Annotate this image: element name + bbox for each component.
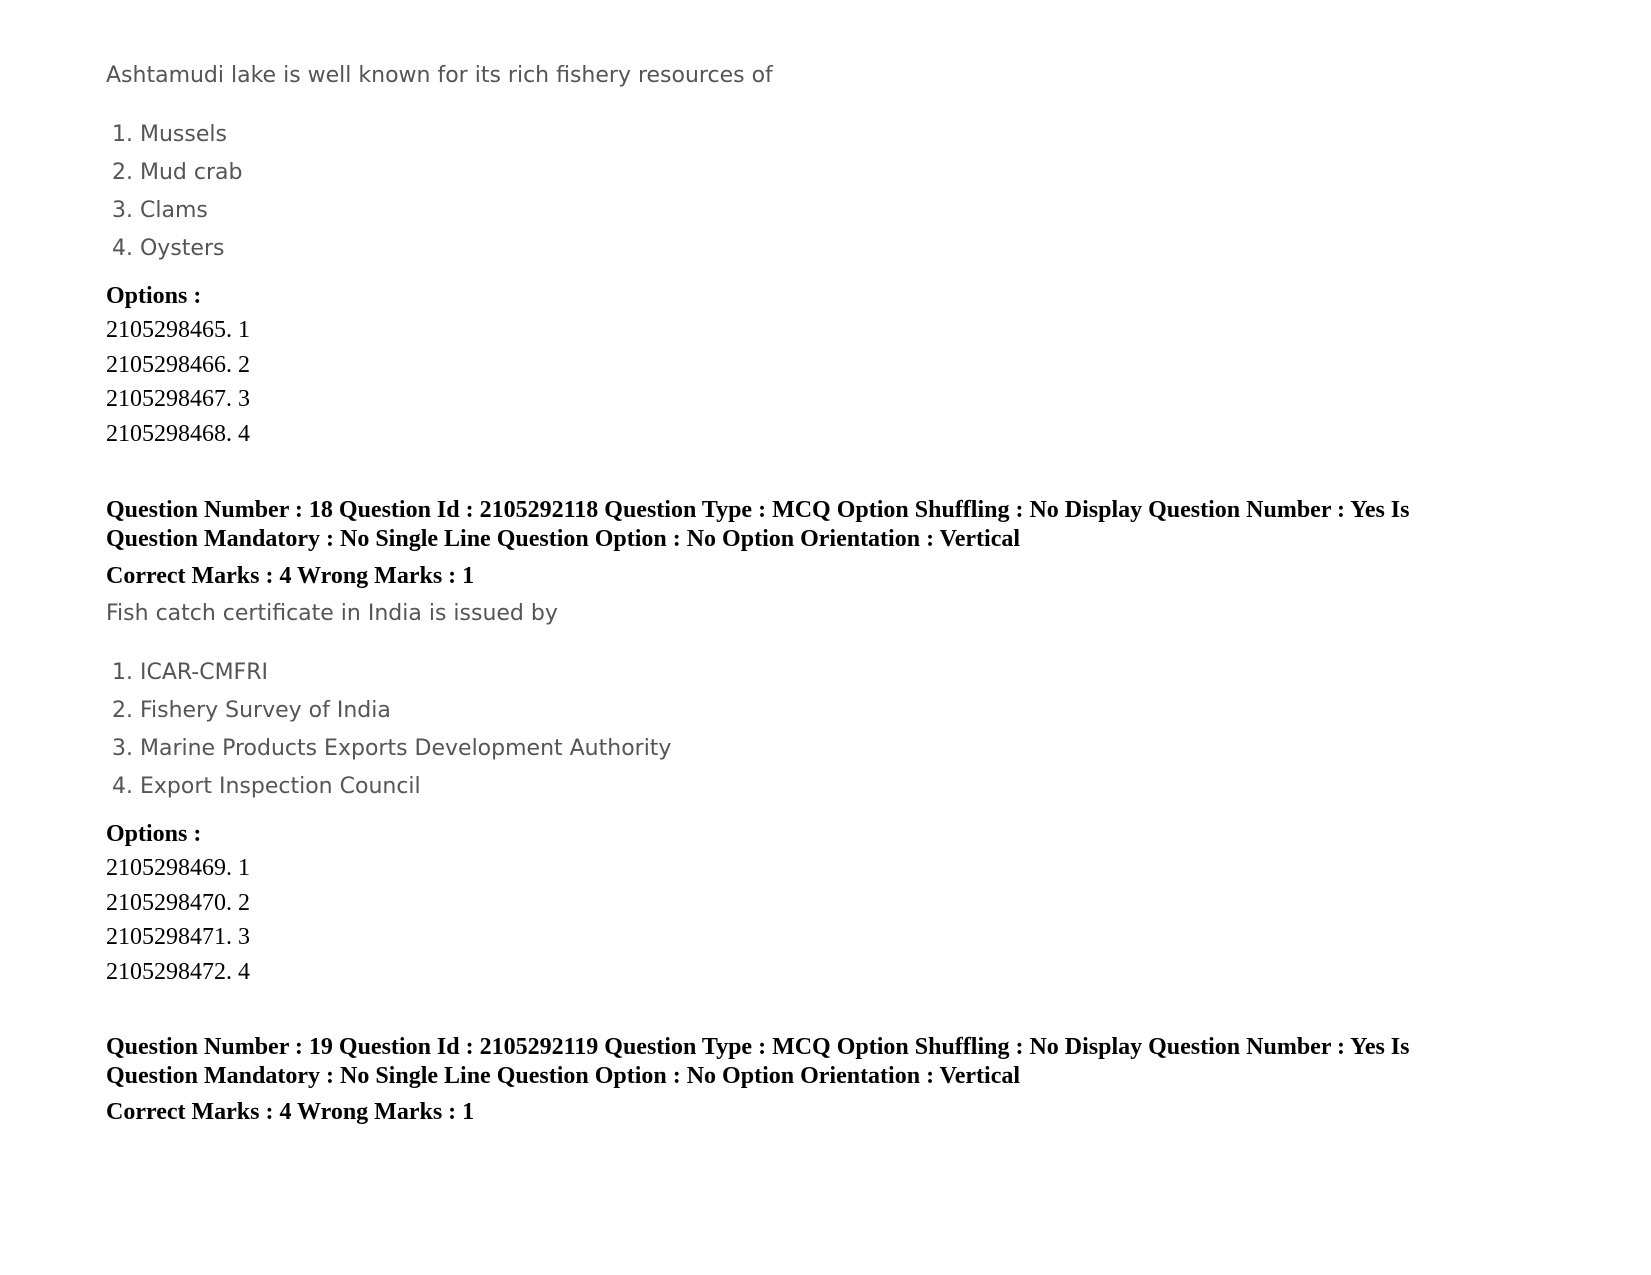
choice-list (106, 116, 242, 268)
meta-line: Question Mandatory : No Single Line Question Option : No Option Orientation : Vertical (106, 1063, 1021, 1089)
options-label: Options : (106, 283, 202, 309)
choice-item: 1. ICAR-CMFRI (112, 660, 268, 685)
choice-item: 1. Mussels (112, 122, 227, 147)
option-id: 2105298469. 1 (106, 855, 250, 881)
choice-item: 4. Oysters (112, 236, 225, 261)
choice-item: 3. Clams (112, 198, 208, 223)
choice-list (106, 654, 671, 806)
option-id: 2105298468. 4 (106, 420, 250, 447)
choice-item: 2. Mud crab (112, 160, 243, 185)
meta-line: Question Mandatory : No Single Line Question Option : No Option Orientation : Vertical (106, 526, 1021, 552)
marks-line: Correct Marks : 4 Wrong Marks : 1 (106, 563, 475, 589)
choice-item: 4. Export Inspection Council (112, 774, 421, 799)
meta-line: Question Number : 19 Question Id : 2105292119 Question Type : MCQ Option Shuffling : No Display Question Number : Yes Is (106, 1034, 1410, 1060)
option-id: 2105298466. 2 (106, 351, 250, 378)
choice-item: 2. Fishery Survey of India (112, 698, 391, 723)
question-text: Ashtamudi lake is well known for its rich fishery resources of (106, 63, 773, 88)
meta-line: Question Number : 18 Question Id : 2105292118 Question Type : MCQ Option Shuffling : No Display Question Number : Yes Is (106, 497, 1410, 523)
option-id: 2105298472. 4 (106, 958, 250, 985)
option-id: 2105298471. 3 (106, 924, 250, 950)
marks-line: Correct Marks : 4 Wrong Marks : 1 (106, 1099, 475, 1125)
choice-item: 3. Marine Products Exports Development Authority (112, 736, 672, 761)
question-meta (106, 496, 1410, 554)
options-label: Options : (106, 821, 202, 847)
option-ids (106, 851, 250, 989)
option-id: 2105298470. 2 (106, 889, 250, 916)
option-ids (106, 313, 250, 451)
question-meta (106, 1033, 1410, 1091)
question-text: Fish catch certificate in India is issued by (106, 601, 558, 626)
option-id: 2105298467. 3 (106, 386, 250, 412)
option-id: 2105298465. 1 (106, 317, 250, 343)
